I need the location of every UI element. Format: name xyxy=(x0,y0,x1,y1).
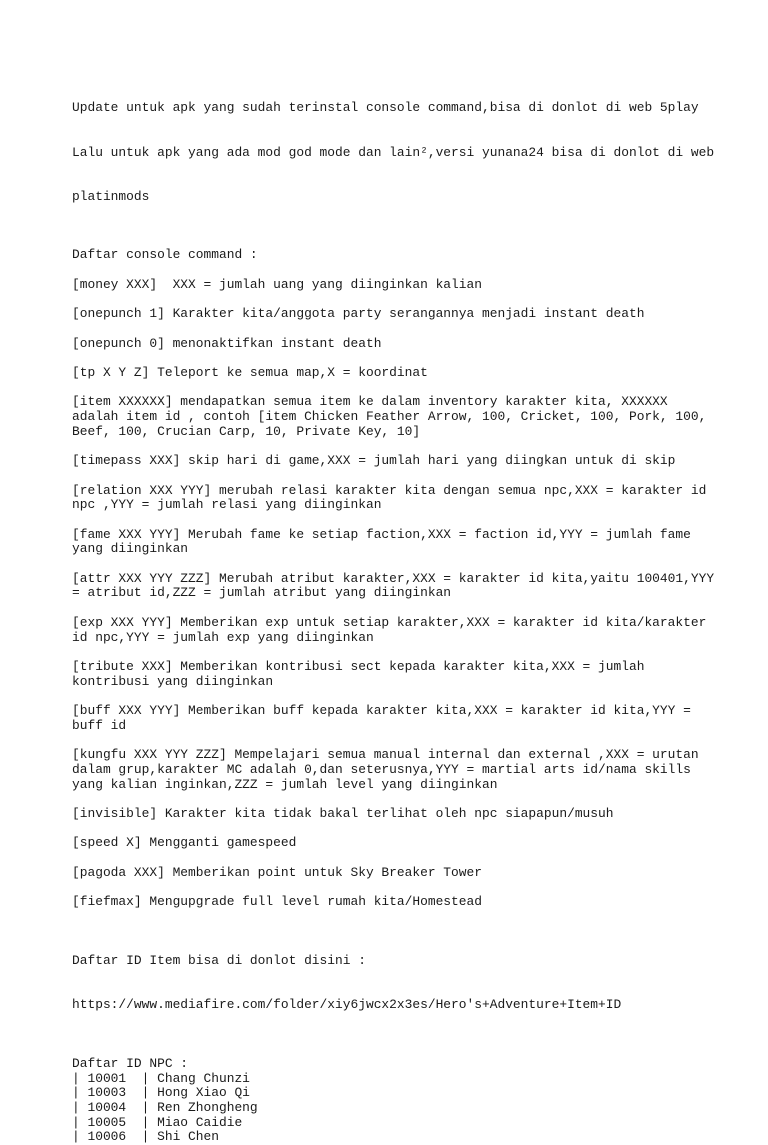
command-line: npc ,YYY = jumlah relasi yang diinginkan xyxy=(72,497,382,513)
intro-paragraph xyxy=(72,72,715,234)
command-entry xyxy=(72,395,712,439)
command-entry xyxy=(72,278,712,293)
npc-row: | 10003 | Hong Xiao Qi xyxy=(72,1085,250,1101)
npc-row: | 10005 | Miao Caidie xyxy=(72,1114,243,1130)
document-content xyxy=(72,72,715,1145)
command-line: [speed X] Mengganti gamespeed xyxy=(72,835,297,851)
command-entry xyxy=(72,748,712,792)
command-line: [fiefmax] Mengupgrade full level rumah kita/Homestead xyxy=(72,894,482,910)
npc-row: | 10006 | Shi Chen xyxy=(72,1129,219,1145)
item-list-heading: Daftar ID Item bisa di donlot disini : xyxy=(72,952,366,968)
command-line: [item XXXXXX] mendapatkan semua item ke dalam inventory karakter kita, XXXXXX xyxy=(72,394,668,410)
intro-line: Update untuk apk yang sudah terinstal console command,bisa di donlot di web 5play xyxy=(72,100,699,116)
intro-line: Lalu untuk apk yang ada mod god mode dan lain²,versi yunana24 bisa di donlot di web xyxy=(72,144,715,160)
command-line: [kungfu XXX YYY ZZZ] Mempelajari semua manual internal dan external ,XXX = urutan xyxy=(72,747,699,763)
command-line: adalah item id , contoh [item Chicken Feather Arrow, 100, Cricket, 100, Pork, 100, xyxy=(72,409,707,425)
command-line: id npc,YYY = jumlah exp yang diinginkan xyxy=(72,629,374,645)
command-entry xyxy=(72,895,712,910)
command-entry xyxy=(72,307,712,322)
command-line: [invisible] Karakter kita tidak bakal terlihat oleh npc siapapun/musuh xyxy=(72,805,614,821)
command-line: [tribute XXX] Memberikan kontribusi sect kepada karakter kita,XXX = jumlah xyxy=(72,658,645,674)
npc-row: | 10004 | Ren Zhongheng xyxy=(72,1099,258,1115)
command-line: [attr XXX YYY ZZZ] Merubah atribut karakter,XXX = karakter id kita,yaitu 100401,YYY xyxy=(72,570,715,586)
command-list xyxy=(72,276,715,910)
command-line: [onepunch 0] menonaktifkan instant death xyxy=(72,335,382,351)
command-line: kontribusi yang diinginkan xyxy=(72,673,274,689)
npc-list xyxy=(72,1057,712,1145)
command-entry xyxy=(72,337,712,352)
command-entry xyxy=(72,528,712,557)
command-line: [buff XXX YYY] Memberikan buff kepada karakter kita,XXX = karakter id kita,YYY = xyxy=(72,703,691,719)
command-line: [money XXX] XXX = jumlah uang yang diinginkan kalian xyxy=(72,276,482,292)
command-line: [onepunch 1] Karakter kita/anggota party serangannya menjadi instant death xyxy=(72,306,645,322)
item-list-paragraph xyxy=(72,924,712,1042)
intro-line: platinmods xyxy=(72,188,150,204)
command-line: [relation XXX YYY] merubah relasi karakter kita dengan semua npc,XXX = karakter id xyxy=(72,482,707,498)
command-line: yang diinginkan xyxy=(72,541,189,557)
command-line: yang kalian inginkan,ZZZ = jumlah level yang diinginkan xyxy=(72,776,498,792)
command-line: Beef, 100, Crucian Carp, 10, Private Key, 10] xyxy=(72,423,421,439)
item-list-link[interactable]: https://www.mediafire.com/folder/xiy6jwcx2x3es/Hero's+Adventure+Item+ID xyxy=(72,997,622,1012)
command-entry xyxy=(72,660,712,689)
command-entry xyxy=(72,866,712,881)
command-line: [exp XXX YYY] Memberikan exp untuk setiap karakter,XXX = karakter id kita/karakter xyxy=(72,614,707,630)
command-line: = atribut id,ZZZ = jumlah atribut yang diinginkan xyxy=(72,585,452,601)
npc-list-heading: Daftar ID NPC : xyxy=(72,1055,189,1071)
command-entry xyxy=(72,570,715,601)
command-entry xyxy=(72,454,712,469)
npc-row: | 10001 | Chang Chunzi xyxy=(72,1070,250,1086)
command-entry xyxy=(72,704,712,733)
command-entry xyxy=(72,807,712,822)
command-entry xyxy=(72,484,712,513)
command-line: [pagoda XXX] Memberikan point untuk Sky Breaker Tower xyxy=(72,864,482,880)
command-entry xyxy=(72,366,712,381)
command-line: dalam grup,karakter MC adalah 0,dan seterusnya,YYY = martial arts id/nama skills xyxy=(72,761,691,777)
console-heading: Daftar console command : xyxy=(72,247,258,263)
command-entry xyxy=(72,616,712,645)
command-entry xyxy=(72,836,712,851)
command-line: [timepass XXX] skip hari di game,XXX = jumlah hari yang diingkan untuk di skip xyxy=(72,453,676,469)
command-line: [fame XXX YYY] Merubah fame ke setiap faction,XXX = faction id,YYY = jumlah fame xyxy=(72,526,691,542)
command-line: buff id xyxy=(72,717,127,733)
command-line: [tp X Y Z] Teleport ke semua map,X = koordinat xyxy=(72,364,428,380)
